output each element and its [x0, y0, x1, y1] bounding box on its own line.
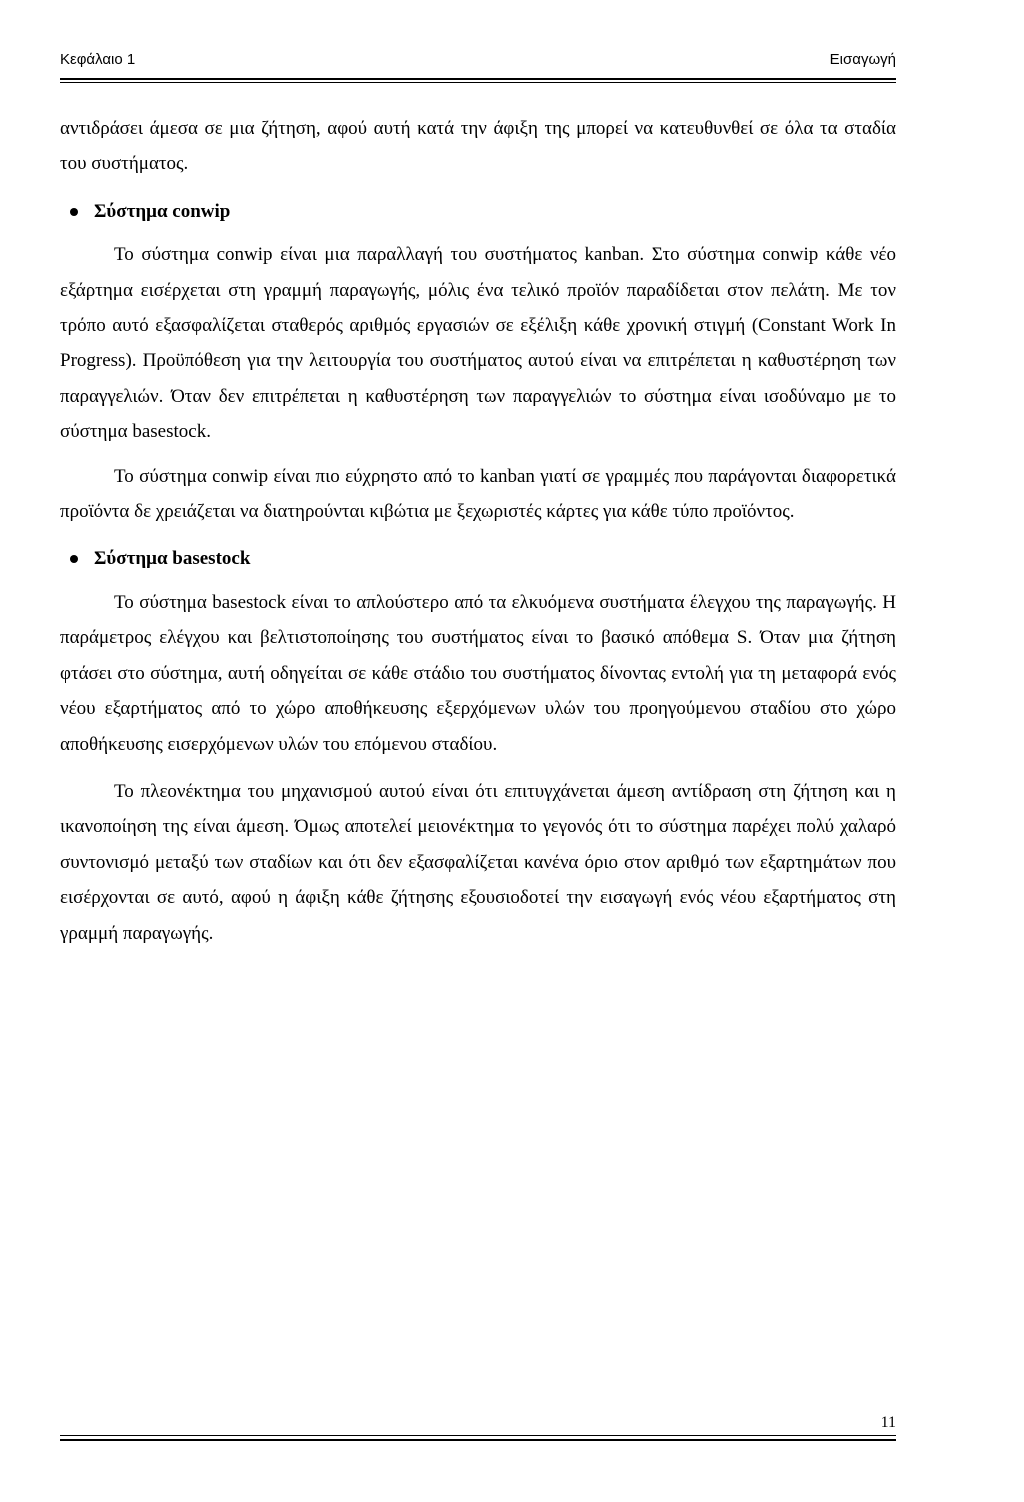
page-body	[60, 111, 896, 951]
bullet-icon	[70, 208, 78, 216]
heading-conwip	[60, 194, 896, 229]
header-rule-thin	[60, 82, 896, 83]
paragraph-continuation: αντιδράσει άμεσα σε μια ζήτηση, αφού αυτή κατά την άφιξη της μπορεί να κατευθυνθεί σε όλα τα σταδία του συστήματος.	[60, 118, 896, 175]
paragraph-conwip-advantage: Το σύστημα conwip είναι πιο εύχρηστο από το kanban γιατί σε γραμμές που παράγονται διαφορετικά προϊόντα δε χρειάζεται να διατηρούνται κιβώτια με ξεχωριστές κάρτες για κάθε τύπο προϊόντος.	[60, 465, 896, 523]
bullet-icon	[70, 555, 78, 563]
chapter-label: Κεφάλαιο 1	[60, 51, 136, 68]
header-rule-thick	[60, 78, 896, 80]
footer-rule-thick	[60, 1439, 896, 1441]
heading-basestock	[60, 541, 896, 576]
heading-basestock-text: Σύστημα basestock	[94, 548, 251, 570]
section-label: Εισαγωγή	[829, 51, 896, 68]
page-header	[60, 48, 896, 74]
paragraph-conwip-definition: Το σύστημα conwip είναι μια παραλλαγή του συστήματος kanban. Στο σύστημα conwip κάθε νέο εξάρτημα εισέρχεται στη γραμμή παραγωγής, μόλις ένα τελικό προϊόν παραδίδεται στον πελάτη. Με τον τρόπο αυτό εξασφαλίζεται σταθερός αριθμός εργασιών σε εξέλιξη κάθε χρονική στιγμή (Constant Work In Progress). Προϋπόθεση για την λειτουργία του συστήματος αυτού είναι να επιτρέπεται η καθυστέρηση των παραγγελιών. Όταν δεν επιτρέπεται η καθυστέρηση των παραγγελιών το σύστημα είναι ισοδύναμο με το σύστημα basestock.	[60, 244, 896, 443]
paragraph-basestock-evaluation: Το πλεονέκτημα του μηχανισμού αυτού είναι ότι επιτυγχάνεται άμεση αντίδραση στη ζήτηση και η ικανοποίηση της είναι άμεση. Όμως αποτελεί μειονέκτημα το γεγονός ότι το σύστημα παρέχει πολύ χαλαρό συντονισμό μεταξύ των σταδίων και ότι δεν εξασφαλίζεται κανένα όριο στον αριθμό των εξαρτημάτων που εισέρχονται σε αυτό, αφού η άφιξη κάθε ζήτησης εξουσιοδοτεί την εισαγωγή ενός νέου εξαρτήματος στη γραμμή παραγωγής.	[60, 780, 896, 944]
heading-conwip-text: Σύστημα conwip	[94, 200, 231, 222]
paragraph-basestock-definition: Το σύστημα basestock είναι το απλούστερο από τα ελκυόμενα συστήματα έλεγχου της παραγωγής. Η παράμετρος ελέγχου και βελτιστοποίησης του συστήματος είναι το βασικό απόθεμα S. Όταν μια ζήτηση φτάσει στο σύστημα, αυτή οδηγείται σε κάθε στάδιο του συστήματος δίνοντας εντολή για τη μεταφορά ενός νέου εξαρτήματος από το χώρο αποθήκευσης εξερχόμενων υλών του προηγούμενου σταδίου στο χώρο αποθήκευσης εισερχόμενων υλών του επόμενου σταδίου.	[60, 591, 896, 755]
page-number: 11	[880, 1414, 896, 1431]
footer-rule-thin	[60, 1435, 896, 1436]
